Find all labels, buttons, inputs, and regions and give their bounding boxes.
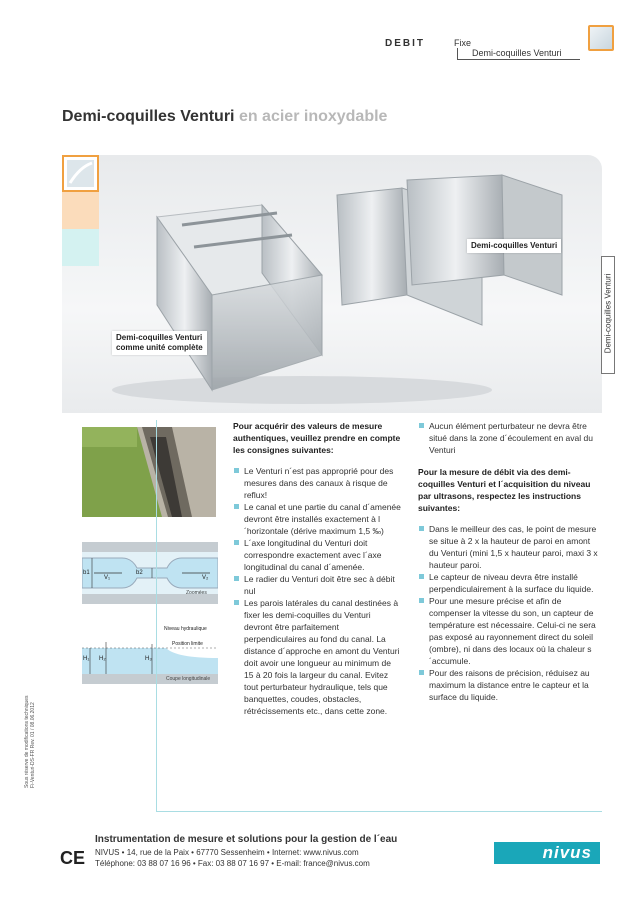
callout-half-shells: Demi-coquilles Venturi	[467, 239, 561, 253]
list-item: Le radier du Venturi doit être sec à débit nul	[233, 573, 401, 597]
side-note-line-1: Sous réserve de modifications techniques	[24, 695, 30, 788]
instructions-column-2	[418, 420, 598, 703]
limit-position-label: Position limite	[172, 641, 203, 647]
hydraulic-level-label: Niveau hydraulique	[164, 626, 207, 632]
col2-list	[418, 523, 598, 703]
category-label: Fixe	[454, 38, 472, 48]
list-item: Dans le meilleur des cas, le point de mesure se situe à 2 x la hauteur de paroi en amont du Venturi (mini 1,5 x hauteur paroi, maxi 3 x hauteur paroi.	[418, 523, 598, 571]
longitudinal-section-diagram	[82, 628, 218, 684]
side-note	[20, 672, 36, 792]
h1-label: H₁	[83, 656, 90, 662]
installation-photo	[82, 427, 216, 517]
section-label: DEBIT	[385, 38, 425, 49]
list-item: Aucun élément perturbateur ne devra être situé dans la zone d´écoulement en aval du Venturi	[418, 420, 598, 456]
section-caption: Coupe longitudinale	[166, 676, 211, 682]
title-light: en acier inoxydable	[238, 108, 388, 125]
list-item: Pour des raisons de précision, réduisez au maximum la distance entre le capteur et la surface du liquide.	[418, 667, 598, 703]
callout-complete-unit	[112, 331, 207, 355]
list-item: Pour une mesure précise et afin de compenser la vitesse du son, un capteur de température est nécessaire. Celui-ci ne sera pas exposé au rayonnement direct du soleil (ombre), ni dans des locaux où la chaleur s´accumule.	[418, 595, 598, 667]
side-note-line-2: Fi-Venturi-DS-FR Rev. 01 / 08.06.2012	[30, 702, 36, 788]
product-icon	[62, 155, 99, 192]
product-thumbnail-icon	[588, 25, 614, 51]
h3-label: H₃	[145, 656, 152, 662]
b2-label: b2	[136, 570, 143, 576]
v2-label: V₂	[202, 575, 209, 581]
ce-mark: CE	[60, 848, 86, 868]
col2-top-list	[418, 420, 598, 456]
b1-label: b1	[83, 570, 90, 576]
callout-line-1: Demi-coquilles Venturi	[116, 333, 203, 342]
plan-view-diagram	[82, 542, 218, 604]
side-tab-label	[601, 256, 615, 374]
subcategory-label: Demi-coquilles Venturi	[457, 48, 580, 60]
side-note-text	[24, 668, 36, 788]
hero-image	[62, 155, 602, 413]
col2-intro: Pour la mesure de débit via des demi-coquilles Venturi et l´acquisition du niveau par ultrasons, respectez les instructions suivantes:	[418, 467, 591, 513]
venturi-illustration	[62, 155, 602, 413]
divider-vertical	[156, 420, 157, 812]
footer-address: NIVUS • 14, rue de la Paix • 67770 Sessenheim • Internet: www.nivus.com	[95, 848, 359, 857]
nivus-logo: nivus	[494, 842, 600, 864]
list-item: Les parois latérales du canal destinées à fixer les demi-coquilles du Venturi devront être parfaitement perpendiculaires au fond du canal. La distance d´approche en amont du Venturi doit avoir une longueur au minimum de 15 à 20 fois la largeur du canal. Evitez tout perturbateur hydraulique, tels que banquettes, coudes, obstacles, rétrécissements etc., dans cette zone.	[233, 597, 401, 717]
col1-intro: Pour acquérir des valeurs de mesure authentiques, veuillez prendre en compte les consignes suivantes:	[233, 421, 401, 455]
v1-label: V₁	[104, 575, 111, 581]
list-item: L´axe longitudinal du Venturi doit correspondre exactement avec l´axe longitudinal du canal d´amenée.	[233, 537, 401, 573]
callout-line-2: comme unité complète	[116, 343, 203, 352]
title-main: Demi-coquilles Venturi	[62, 108, 235, 125]
col1-list	[233, 465, 401, 717]
footer-title: Instrumentation de mesure et solutions pour la gestion de l´eau	[95, 834, 398, 845]
list-item: Le canal et une partie du canal d´amenée devront être installés exactement à l´horizontale (dérive maximum 1,5 ‰)	[233, 501, 401, 537]
instructions-column-1	[233, 420, 401, 717]
color-tab-orange	[62, 192, 99, 229]
color-tab-teal	[62, 229, 99, 266]
footer-contact: Téléphone: 03 88 07 16 96 • Fax: 03 88 07 16 97 • E-mail: france@nivus.com	[95, 859, 370, 868]
divider-horizontal	[156, 811, 602, 812]
plan-view-caption: Zoomées	[186, 590, 207, 596]
list-item: Le Venturi n´est pas approprié pour des mesures dans des canaux à risque de reflux!	[233, 465, 401, 501]
list-item: Le capteur de niveau devra être installé perpendiculairement à la surface du liquide.	[418, 571, 598, 595]
side-tab-text: Demi-coquilles Venturi	[603, 273, 613, 354]
h2-label: H₂	[99, 656, 106, 662]
page-title	[62, 108, 387, 126]
